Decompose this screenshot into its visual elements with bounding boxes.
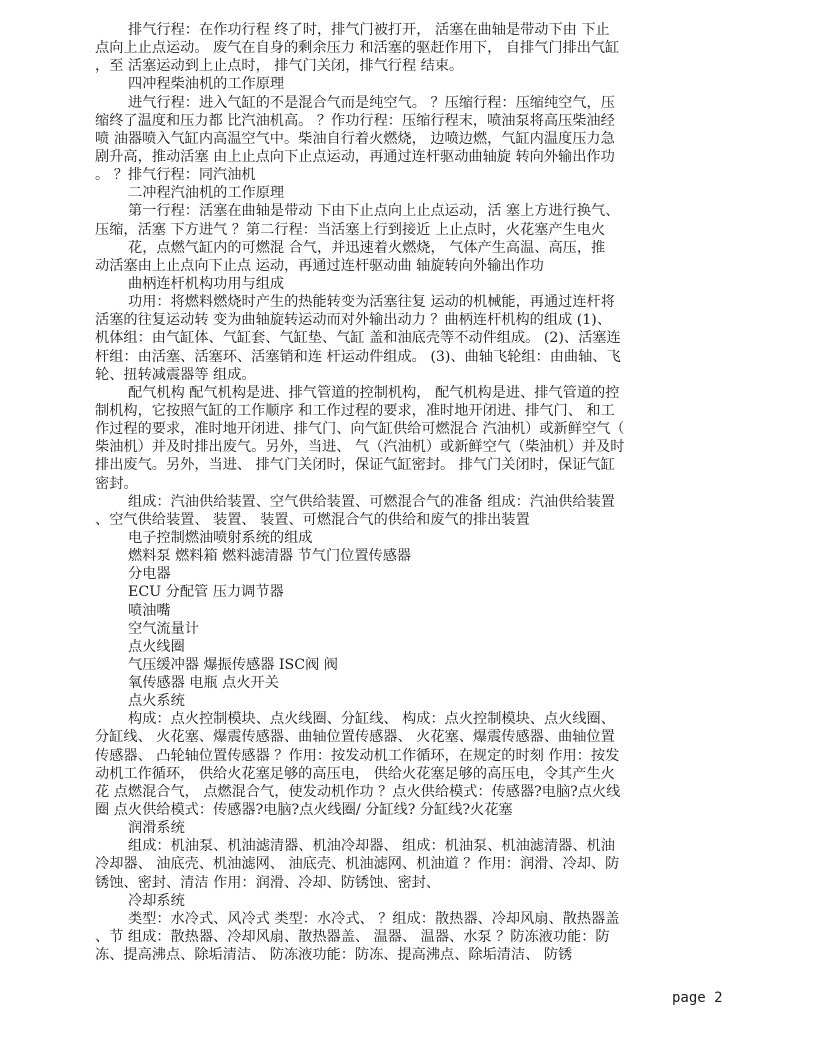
text-line: 类型：水冷式、风冷式 类型：水冷式、 ？组成：散热器、冷却风扇、散热器盖 xyxy=(128,910,620,927)
text-line: 作过程的要求，准时地开闭进、排气门、向气缸供给可燃混合 汽油机）或新鲜空气（ xyxy=(95,421,625,438)
text-line: 分缸线、 火花塞、爆震传感器、曲轴位置传感器、 火花塞、爆震传感器、曲轴位置 xyxy=(95,729,615,746)
text-line: 四冲程柴油机的工作原理 xyxy=(128,76,285,93)
text-line: 组成：汽油供给装置、空气供给装置、可燃混合气的准备 组成：汽油供给装置 xyxy=(128,493,615,510)
text-line: 排气行程：在作功行程 终了时，排气门被打开， 活塞在曲轴是带动下由 下止 xyxy=(128,22,610,38)
text-line: 电子控制燃油喷射系统的组成 xyxy=(128,529,313,546)
text-line: 燃料泵 燃料箱 燃料滤清器 节气门位置传感器 xyxy=(128,548,412,565)
text-line: 缩终了温度和压力都 比汽油机高。 ？作功行程：压缩行程末，喷油泵将高压柴油经 xyxy=(95,112,615,129)
text-line: 柴油机）并及时排出废气。另外，当进、 气（汽油机）或新鲜空气（柴油机）并及时 xyxy=(95,439,625,456)
text-line: 动活塞由上止点向下止点 运动，再通过连杆驱动曲 轴旋转向外输出作功 xyxy=(95,257,544,274)
text-line: 冷却器、 油底壳、机油滤网、 油底壳、机油滤网、机油道 ？作用：润滑、冷却、防 xyxy=(95,856,620,873)
text-line: 润滑系统 xyxy=(128,820,185,837)
text-line: 密封。 xyxy=(95,475,138,492)
text-line: 二冲程汽油机的工作原理 xyxy=(128,185,285,202)
text-line: 圈 点火供给模式：传感器?电脑?点火线圈/ 分缸线? 分缸线?火花塞 xyxy=(95,802,513,819)
text-line: 功用：将燃料燃烧时产生的热能转变为活塞往复 运动的机械能，再通过连杆将 xyxy=(128,294,615,311)
text-line: 、节 组成：散热器、冷却风扇、散热器盖、 温器、 温器、水泵 ？防冻液功能：防 xyxy=(95,929,610,946)
text-line: 分电器 xyxy=(128,566,171,583)
text-line: 活塞的往复运动转 变为曲轴旋转运动而对外输出动力 ？曲柄连杆机构的组成 (1)、 xyxy=(95,312,612,329)
page-number: page 2 xyxy=(672,990,723,1006)
text-line: 喷 油器喷入气缸内高温空气中。柴油自行着火燃烧， 边喷边燃，气缸内温度压力急 xyxy=(95,130,615,147)
text-line: 锈蚀、密封、清洁 作用：润滑、冷却、防锈蚀、密封、 xyxy=(95,874,441,891)
text-line: 花，点燃气缸内的可燃混 合气，并迅速着火燃烧， 气体产生高温、高压，推 xyxy=(128,239,606,256)
text-line: 进气行程：进入气缸的不是混合气而是纯空气。 ？压缩行程：压缩纯空气，压 xyxy=(128,94,615,111)
text-line: 点向上止点运动。 废气在自身的剩余压力 和活塞的驱赶作用下， 自排气门排出气缸 xyxy=(95,40,620,57)
text-line: 、空气供给装置、 装置、 装置、可燃混合气的供给和废气的排出装置 xyxy=(95,511,530,528)
text-line: 空气流量计 xyxy=(128,620,199,637)
text-line: 花 点燃混合气， 点燃混合气，使发动机作功 ？点火供给模式：传感器?电脑?点火线 xyxy=(95,783,621,800)
text-line: 机体组：由气缸体、气缸套、气缸垫、气缸 盖和油底壳等不动件组成。 (2)、活塞连 xyxy=(95,330,621,347)
text-line: 点火系统 xyxy=(128,693,185,710)
text-line: 冻、提高沸点、除垢清洁、 防冻液功能：防冻、提高沸点、除垢清洁、 防锈 xyxy=(95,947,573,964)
text-line: 曲柄连杆机构功用与组成 xyxy=(128,275,285,292)
text-line: ，至 活塞运动到上止点时， 排气门关闭，排气行程 结束。 xyxy=(95,58,464,75)
text-line: ECU 分配管 压力调节器 xyxy=(128,584,284,601)
document-body xyxy=(95,21,690,964)
text-line: 冷却系统 xyxy=(128,892,185,909)
text-line: 制机构，它按照气缸的工作顺序 和工作过程的要求，准时地开闭进、排气门、 和工 xyxy=(95,402,615,419)
text-line: 组成：机油泵、机油滤清器、机油冷却器、 组成：机油泵、机油滤清器、机油 xyxy=(128,838,615,855)
text-line: 。 ？排气行程：同汽油机 xyxy=(95,167,256,184)
text-line: 传感器、 凸轮轴位置传感器 ？作用：按发动机工作循环，在规定的时刻 作用：按发 xyxy=(95,747,620,764)
text-line: 第一行程：活塞在曲轴是带动 下由下止点向上止点运动，活 塞上方进行换气、 xyxy=(128,203,620,220)
text-line: 喷油嘴 xyxy=(128,602,171,619)
text-line: 杆组：由活塞、活塞环、活塞销和连 杆运动件组成。 (3)、曲轴飞轮组：由曲轴、飞 xyxy=(95,348,621,365)
text-line: 动机工作循环， 供给火花塞足够的高压电， 供给火花塞足够的高压电，令其产生火 xyxy=(95,765,615,782)
text-line: 点火线圈 xyxy=(128,638,185,655)
text-line: 配气机构 配气机构是进、排气管道的控制机构， 配气机构是进、排气管道的控 xyxy=(128,384,620,401)
text-line: 气压缓冲器 爆振传感器 ISC阀 阀 xyxy=(128,656,338,673)
text-line: 氧传感器 电瓶 点火开关 xyxy=(128,675,279,692)
text-line: 排出废气。另外，当进、 排气门关闭时，保证气缸密封。 排气门关闭时，保证气缸 xyxy=(95,457,615,474)
text-line: 剧升高，推动活塞 由上止点向下止点运动，再通过连杆驱动曲轴旋 转向外输出作功 xyxy=(95,148,615,165)
text-line: 构成：点火控制模块、点火线圈、分缸线、 构成：点火控制模块、点火线圈、 xyxy=(128,711,615,728)
text-line: 轮、扭转减震器等 组成。 xyxy=(95,366,256,383)
text-line: 压缩，活塞 下方进气 ？第二行程：当活塞上行到接近 上止点时，火花塞产生电火 xyxy=(95,221,606,238)
